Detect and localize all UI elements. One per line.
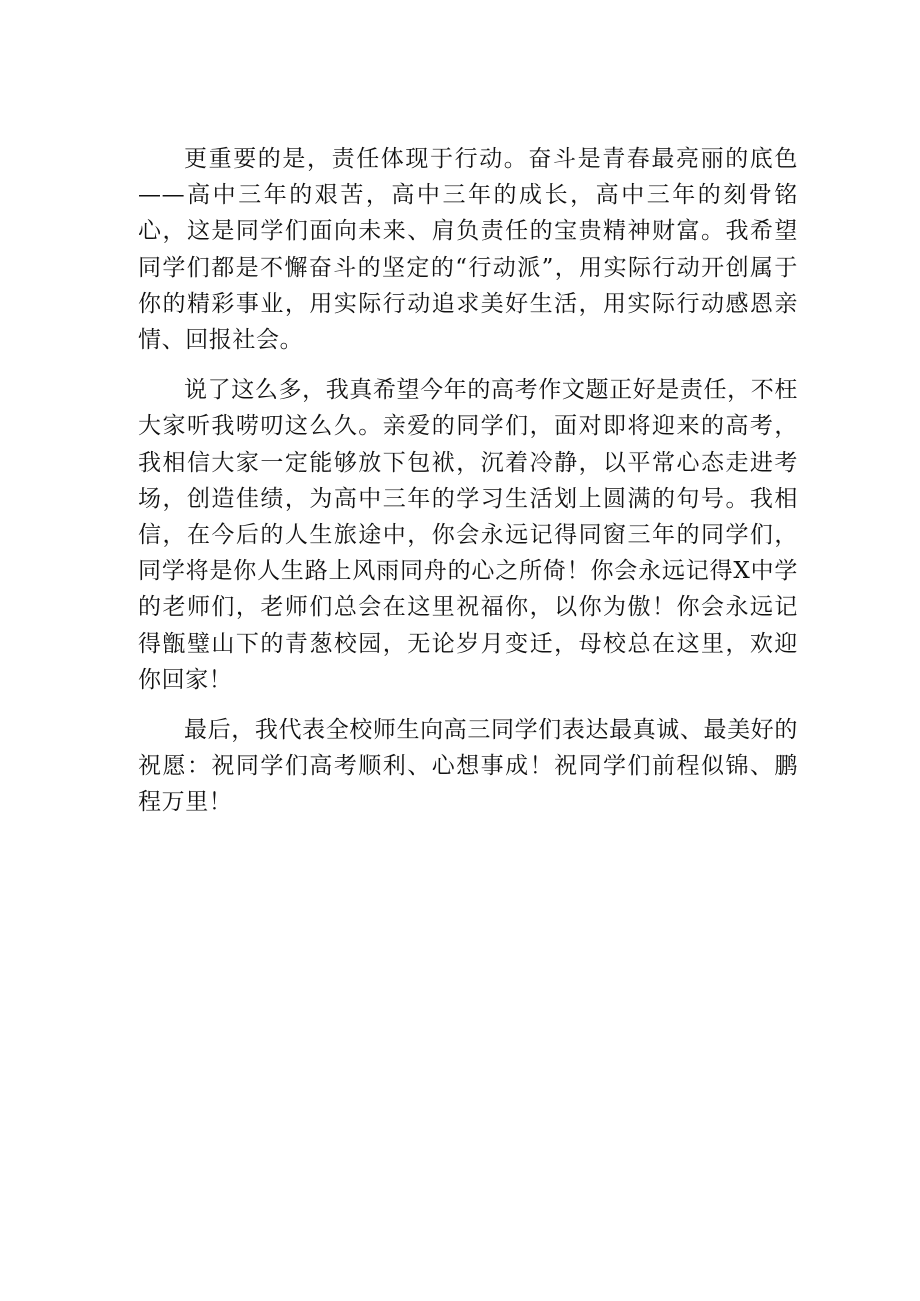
paragraph-responsibility-action: 更重要的是，责任体现于行动。奋斗是青春最亮丽的底色——高中三年的艰苦，高中三年的成长，高中三年的刻骨铭心，这是同学们面向未来、肩负责任的宝贵精神财富。我希望同学们都是不懈奋斗的坚定的“行动派”，用实际行动开创属于你的精彩事业，用实际行动追求美好生活，用实际行动感恩亲情、回报社会。 bbox=[138, 146, 798, 354]
paragraph-closing-wishes: 最后，我代表全校师生向高三同学们表达最真诚、最美好的祝愿：祝同学们高考顺利、心想事成！祝同学们前程似锦、鹏程万里！ bbox=[138, 717, 798, 816]
document-body bbox=[138, 141, 798, 821]
paragraph-exam-encouragement: 说了这么多，我真希望今年的高考作文题正好是责任，不枉大家听我唠叨这么久。亲爱的同学们，面对即将迎来的高考，我相信大家一定能够放下包袱，沉着冷静，以平常心态走进考场，创造佳绩，为高中三年的学习生活划上圆满的句号。我相信，在今后的人生旅途中，你会永远记得同窗三年的同学们，同学将是你人生路上风雨同舟的心之所倚！你会永远记得X中学的老师们，老师们总会在这里祝福你，以你为傲！你会永远记得甑璧山下的青葱校园，无论岁月变迁，母校总在这里，欢迎你回家！ bbox=[138, 377, 798, 693]
